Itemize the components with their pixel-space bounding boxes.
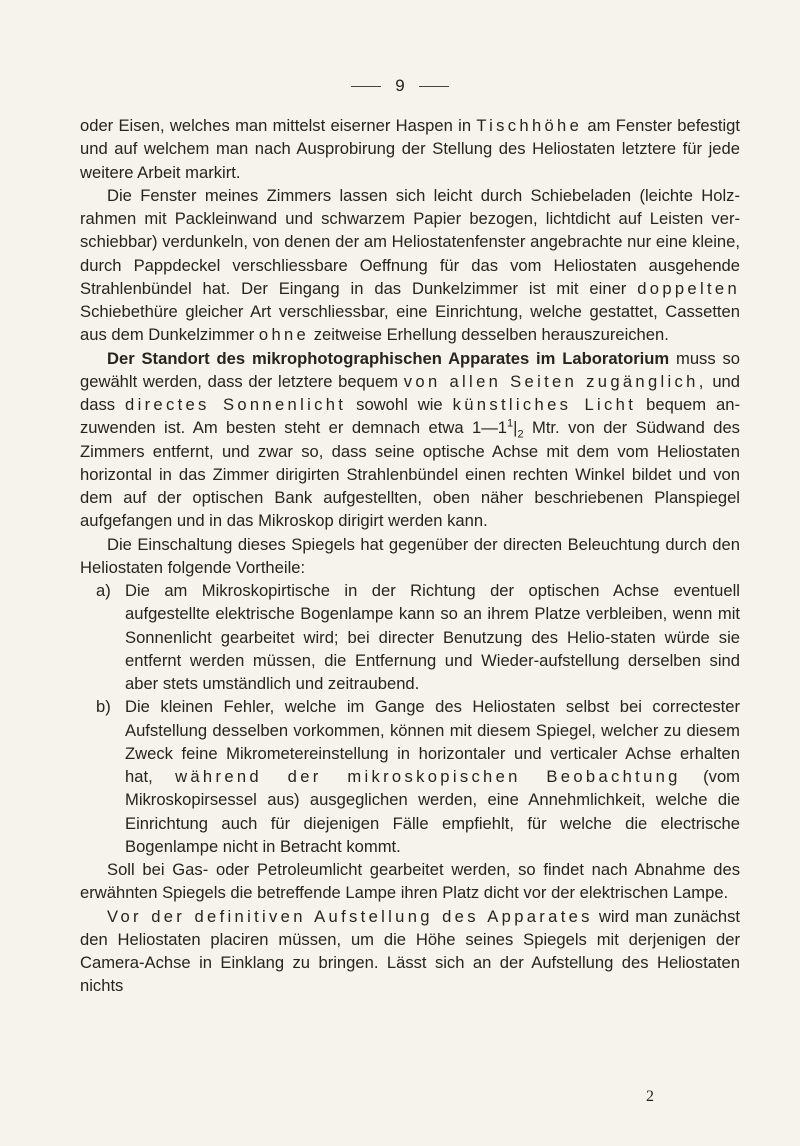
page-number: 9 xyxy=(395,76,405,95)
list-item-b: b) Die kleinen Fehler, welche im Gange des Heliostaten selbst bei correctester Aufstellung desselben vorkommen, können mit diesem Spiegel, welcher zu diesem Zweck feine Mikrometereinstellung in horizontaler und verticaler Achse erhalten hat, während der mikroskopischen Beobachtung (vom Mikroskopirsessel aus) ausgeglichen werden, eine Annehmlichkeit, welche die Einrichtung auch für diejenigen Fälle empfiehlt, für welche die electrische Bogenlampe nicht in Betracht kommt. xyxy=(96,697,740,856)
paragraph-5: Soll bei Gas- oder Petroleumlicht gearbeitet werden, so findet nach Abnahme des erwähnten Spiegels die betreffende Lampe ihren Platz dicht vor der elektrischen Lampe. xyxy=(80,860,740,903)
section-heading: Der Standort des mikrophotographischen Apparates im Laboratorium xyxy=(107,348,670,368)
header-rule-left xyxy=(351,86,381,87)
list-item-a: a) Die am Mikroskopirtische in der Richtung der optischen Achse eventuell aufgestellte elektrische Bogenlampe kann so an ihrem Platze verbleiben, wenn mit Sonnenlicht gearbeitet wird; bei directer Benutzung des Helio-staten würde sie entfernt werden müssen, die Entfernung und Wieder-aufstellung derselben sind aber stets umständlich und zeitraubend. xyxy=(96,581,740,693)
paragraph-4: Die Einschaltung dieses Spiegels hat gegenüber der directen Beleuchtung durch den Heliostaten folgende Vortheile: xyxy=(80,534,740,577)
paragraph-3: Der Standort des mikrophotographischen Apparates im Laboratorium muss so gewählt werden, dass der letztere bequem von allen Seiten zugänglich, und dass directes Sonnenlicht sowohl wie künstliches Licht bequem an-zuwenden ist. Am besten steht er demnach etwa $1—1^1|_2$ Mtr. von der Südwand des Zimmers entfernt, und zwar so, dass seine optische Achse mit dem vom Heliostaten horizontal in das Zimmer dirigirten Strahlenbündel einen rechten Winkel bildet und von dem auf der optischen Bank aufgestellten, oben näher beschriebenen Planspiegel aufgefangen und in das Mikroskop dirigirt werden kann. xyxy=(80,348,741,531)
body-text xyxy=(80,114,740,998)
header-rule-right xyxy=(419,86,449,87)
paragraph-6: Vor der definitiven Aufstellung des Apparates wird man zunächst den Heliostaten placiren müssen, um die Höhe seines Spiegels mit derjenigen der Camera-Achse in Einklang zu bringen. Lässt sich an der Aufstellung des Heliostaten nichts xyxy=(80,906,741,996)
page-header xyxy=(0,76,800,96)
paragraph-1: oder Eisen, welches man mittelst eiserner Haspen in Tischhöhe am Fenster befestigt und auf welchem man nach Ausprobirung der Stellung des Heliostaten letztere für jede weitere Arbeit markirt. xyxy=(80,116,740,182)
signature-mark: 2 xyxy=(646,1088,654,1105)
advantages-list xyxy=(80,579,740,858)
paragraph-2: Die Fenster meines Zimmers lassen sich leicht durch Schiebeladen (leichte Holz-rahmen mit Packleinwand und schwarzem Papier bezogen, lichtdicht auf Leisten ver-schiebbar) verdunkeln, von denen der am Heliostatenfenster angebrachte nur eine kleine, durch Pappdeckel verschliessbare Oeffnung für das vom Heliostaten ausgehende Strahlenbündel hat. Der Eingang in das Dunkelzimmer ist mit einer doppelten Schiebethüre gleicher Art verschliessbar, eine Einrichtung, welche gestattet, Cassetten aus dem Dunkelzimmer ohne zeitweise Erhellung desselben herauszureichen. xyxy=(80,185,740,345)
